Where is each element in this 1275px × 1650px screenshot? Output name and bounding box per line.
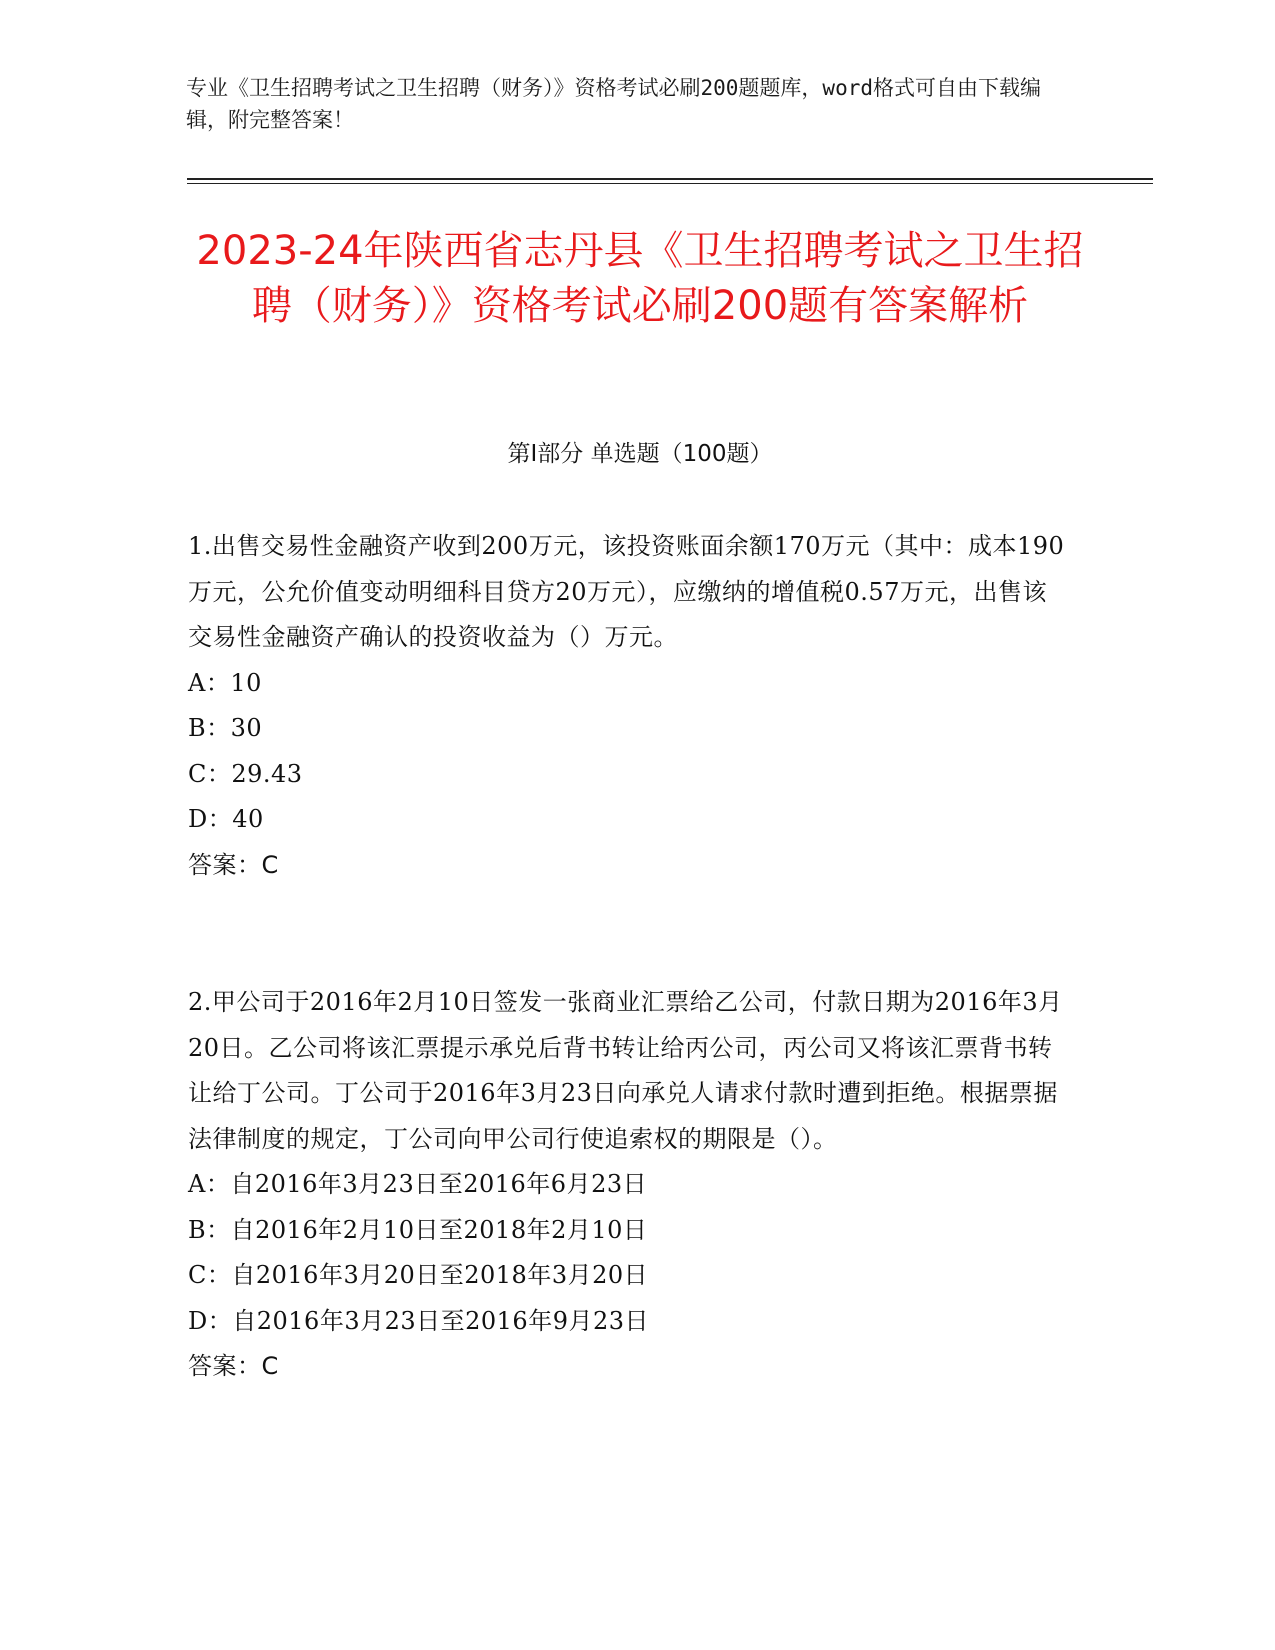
option-d: D：40 [188, 805, 264, 833]
option-a: A：10 [188, 668, 262, 697]
question-2 [188, 980, 1068, 1390]
option-c: C：自2016年3月20日至2018年3月20日 [188, 1261, 649, 1289]
header-divider-thin [187, 183, 1153, 184]
section-heading: 第I部分 单选题（100题） [507, 441, 773, 467]
option-b: B：30 [188, 714, 263, 742]
option-b: B：自2016年2月10日至2018年2月10日 [188, 1215, 648, 1244]
option-d: D：自2016年3月23日至2016年9月23日 [188, 1306, 650, 1335]
header-note: 专业《卫生招聘考试之卫生招聘（财务）》资格考试必刷200题题库，word格式可自由下载编辑，附完整答案！ [186, 76, 1041, 132]
question-stem: 2.甲公司于2016年2月10日签发一张商业汇票给乙公司，付款日期为2016年3月20日。乙公司将该汇票提示承兑后背书转让给丙公司，丙公司又将该汇票背书转让给丁公司。丁公司于2016年3月23日向承兑人请求付款时遭到拒绝。根据票据法律制度的规定，丁公司向甲公司行使追索权的期限是（）。 [188, 988, 1063, 1153]
option-a: A：自2016年3月23日至2016年6月23日 [188, 1170, 648, 1198]
document-title: 2023-24年陕西省志丹县《卫生招聘考试之卫生招聘（财务）》资格考试必刷200题有答案解析 [196, 228, 1084, 329]
question-stem: 1.出售交易性金融资产收到200万元，该投资账面余额170万元（其中：成本190万元，公允价值变动明细科目贷方20万元），应缴纳的增值税0.57万元，出售该交易性金融资产确认的投资收益为（）万元。 [188, 532, 1065, 651]
header-divider-thick [187, 178, 1153, 180]
answer-line: 答案：C [188, 850, 279, 879]
question-1 [188, 524, 1068, 888]
option-c: C：29.43 [188, 759, 303, 788]
answer-line: 答案：C [188, 1352, 279, 1380]
